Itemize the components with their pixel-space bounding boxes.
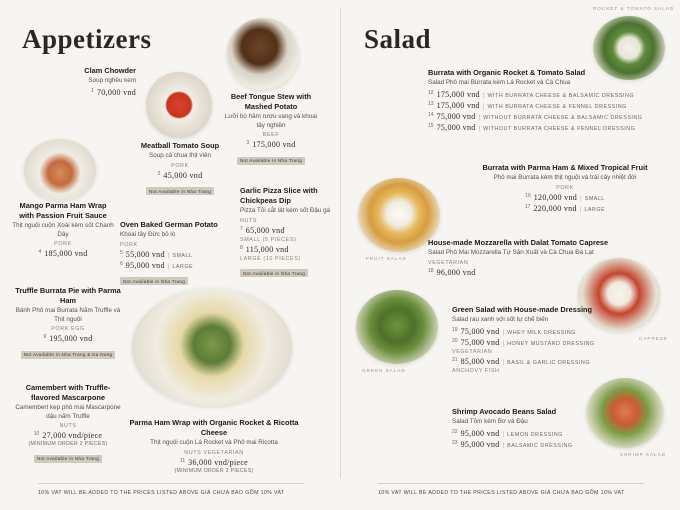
item-price-value: 185,000 vnd — [44, 249, 88, 259]
item-price-index: 11 — [179, 457, 186, 464]
item-description: Thịt nguội cuộn Lá Rocket và Phô mai Ricotta — [150, 438, 278, 446]
availability-badge: Not Available in Nha Trang — [240, 269, 308, 277]
item-price-row — [452, 327, 667, 336]
availability-badge: Not Available in Nha Trang — [34, 455, 102, 463]
item-tags: PORK EGG — [51, 326, 85, 333]
item-price-qualifier: WITHOUT BURRATA CHEESE & FENNEL DRESSING — [483, 125, 636, 132]
item-tags: PORK — [171, 162, 189, 169]
item-price-row — [120, 250, 238, 259]
price-separator: | — [502, 359, 505, 366]
item-price-value: 75,000 vnd — [460, 337, 500, 347]
item-price-index: 19 — [452, 326, 458, 333]
item-tags: PORK — [556, 184, 574, 191]
menu-item-shrimp-avocado-beans[interactable] — [452, 407, 652, 449]
item-price-index: 8 — [240, 244, 243, 251]
item-price-qualifier: LARGE — [584, 206, 606, 213]
item-price-index: 18 — [428, 267, 434, 274]
item-description: Camembert kẹp phô mai Mascarpone dậu nấm Truffle — [15, 403, 121, 420]
item-name: Parma Ham Wrap with Organic Rocket & Ricotta Cheese — [129, 418, 299, 437]
item-price-index: 17 — [524, 203, 531, 210]
item-tags: VEGETARIAN — [428, 259, 469, 266]
item-price-row — [12, 334, 124, 343]
photo-meatball-tomato-soup — [146, 72, 212, 138]
item-name: Clam Chowder — [84, 66, 136, 75]
item-price-qualifier: LARGE — [172, 263, 194, 270]
item-price-value: 45,000 vnd — [163, 170, 203, 180]
availability-badge: Not Available in Nha Trang — [237, 157, 305, 165]
item-tags: VEGETARIAN — [452, 348, 493, 355]
photo-green-salad — [356, 290, 438, 364]
item-tags: NUTS VEGETARIAN — [184, 449, 244, 456]
item-price-qualifier: HONEY MUSTARD DRESSING — [507, 340, 595, 347]
item-price-value: 55,000 vnd — [125, 249, 165, 259]
item-price-row — [428, 268, 648, 277]
item-price-qualifier: LARGE (10 PIECES) — [240, 255, 301, 262]
item-price-index: 12 — [428, 89, 434, 96]
item-name: Meatball Tomato Soup — [140, 141, 220, 150]
item-description: Salad Phô Mai Mozzarella Tự Sản Xuất và Cà Chua Đà Lạt — [428, 248, 594, 256]
photo-label-shrimp: SHRIMP SALAD — [619, 452, 666, 457]
item-price-value: 175,000 vnd — [252, 140, 296, 150]
item-price-index: 6 — [120, 260, 123, 267]
item-price-index: 9 — [43, 334, 47, 341]
item-price-index: 3 — [246, 140, 250, 147]
item-tags: PORK — [120, 241, 138, 248]
menu-item-garlic-pizza-slice[interactable] — [240, 186, 336, 280]
item-description: Pizza Tỏi cắt lát kèm sốt Đậu gà — [240, 206, 331, 214]
menu-item-oven-baked-german-potato[interactable] — [120, 220, 238, 288]
item-price-row — [460, 204, 670, 213]
item-price-row — [452, 429, 652, 438]
item-price-row — [16, 88, 136, 97]
menu-item-housemade-mozzarella-caprese[interactable] — [428, 238, 648, 277]
item-price-value: 75,000 vnd — [460, 326, 500, 336]
item-minimum-order: (MINIMUM ORDER 2 PIECES) — [28, 441, 108, 448]
item-price-value: 120,000 vnd — [533, 192, 578, 202]
item-price-index: 15 — [428, 122, 434, 129]
item-price-row — [12, 249, 114, 258]
item-name: Garlic Pizza Slice with Chickpeas Dip — [240, 186, 318, 205]
menu-item-beef-tongue-stew[interactable] — [223, 92, 319, 167]
item-name: Shrimp Avocado Beans Salad — [452, 407, 557, 416]
footer-rule-right — [378, 483, 644, 484]
item-price-row — [124, 171, 236, 180]
item-name: House-made Mozzarella with Dalat Tomato Caprese — [428, 238, 609, 247]
item-price-qualifier: BASIL & GARLIC DRESSING — [507, 359, 591, 366]
item-description: Lưỡi bò hầm rượu vang và khoai tây nghiền — [224, 112, 318, 129]
menu-item-green-salad[interactable] — [452, 305, 667, 374]
item-price-value: 96,000 vnd — [436, 267, 476, 277]
item-name: Green Salad with House-made Dressing — [452, 305, 593, 314]
menu-item-clam-chowder[interactable] — [16, 66, 136, 97]
item-tags: PORK — [54, 241, 72, 248]
price-separator: | — [482, 92, 485, 99]
item-price-row — [428, 101, 678, 110]
menu-item-parma-ham-wrap-rocket-ricotta[interactable] — [124, 418, 304, 474]
photo-label-green: GREEN SALAD — [362, 368, 406, 373]
item-description: Salad rau xanh với sốt tự chế biến — [452, 315, 549, 323]
price-separator: | — [502, 431, 505, 438]
item-price-index: 16 — [525, 192, 531, 199]
item-description: Phô mai Burrata kèm thịt nguội và trái cây nhiệt đới — [493, 173, 637, 181]
item-price-row — [12, 431, 124, 440]
item-price-qualifier: SMALL (5 PIECES) — [240, 236, 297, 243]
item-minimum-order: (MINIMUM ORDER 2 PIECES) — [174, 467, 254, 474]
item-price-value: 70,000 vnd — [97, 87, 136, 97]
item-price-row — [428, 123, 678, 132]
item-tags: BEEF — [262, 132, 280, 139]
photo-mango-parma-ham-wrap — [24, 139, 96, 201]
item-price-index: 10 — [33, 431, 40, 438]
availability-badge: Not Available in Nha Trang & Da Nang — [21, 351, 116, 359]
item-price-value: 36,000 vnd/piece — [188, 457, 249, 467]
item-price-value: 95,000 vnd — [460, 428, 500, 438]
availability-badge: Not Available in Nha Trang — [146, 187, 214, 195]
item-description: Bánh Phô mai Burrata Nấm Truffle và Thịt nguội — [15, 306, 121, 323]
item-price-qualifier: BALSAMIC DRESSING — [507, 442, 573, 449]
item-price-row — [428, 112, 678, 121]
item-price-index: 13 — [428, 100, 434, 107]
item-description: Soup cà chua thịt viên — [149, 151, 211, 159]
item-name: Beef Tongue Stew with Mashed Potato — [230, 92, 312, 111]
item-price-value: 75,000 vnd — [436, 122, 476, 132]
vat-note-left: 10% VAT WILL BE ADDED TO THE PRICES LISTED ABOVE GIÁ CHƯA BAO GỒM 10% VAT — [38, 490, 285, 496]
item-price-qualifier: WITH BURRATA CHEESE & BALSAMIC DRESSING — [487, 92, 635, 99]
item-description: Soup nghêu kem — [88, 76, 136, 84]
item-price-index: 22 — [452, 428, 458, 435]
item-price-row — [460, 193, 670, 202]
item-price-index: 4 — [38, 249, 42, 256]
menu-item-camembert-truffle-mascarpone[interactable] — [12, 383, 124, 465]
item-price-qualifier: WHEY MILK DRESSING — [507, 329, 576, 336]
photo-parma-ham-wrap — [132, 288, 292, 406]
price-separator: | — [502, 340, 505, 347]
item-price-value: 95,000 vnd — [460, 439, 500, 449]
menu-item-truffle-burrata-pie[interactable] — [12, 286, 124, 361]
item-tags-secondary: ANCHOVY FISH — [452, 367, 500, 374]
item-price-value: 65,000 vnd — [245, 225, 285, 235]
vat-note-right: 10% VAT WILL BE ADDED TO THE PRICES LISTED ABOVE GIÁ CHƯA BAO GỒM 10% VAT — [378, 490, 625, 496]
footer-rule-left — [38, 483, 304, 484]
item-price-qualifier: WITH BURRATA CHEESE & FENNEL DRESSING — [487, 103, 627, 110]
item-name: Oven Baked German Potato — [120, 220, 218, 229]
item-price-index: 7 — [240, 225, 243, 232]
item-price-row — [240, 226, 336, 235]
item-tags: NUTS — [59, 423, 77, 430]
page-title-appetizers: Appetizers — [22, 24, 152, 54]
item-description: Thịt nguội cuộn Xoài kèm sốt Chanh Dây — [12, 221, 114, 238]
item-description: Salad Tôm kèm Bơ và Đậu — [452, 417, 528, 425]
item-tags: NUTS — [240, 217, 258, 224]
item-price-value: 175,000 vnd — [436, 89, 480, 99]
item-price-row — [452, 338, 667, 347]
item-price-qualifier: SMALL — [172, 252, 193, 259]
item-price-value: 27,000 vnd/piece — [42, 431, 103, 441]
price-separator: | — [502, 329, 505, 336]
item-price-row — [124, 458, 304, 467]
item-name: Burrata with Parma Ham & Mixed Tropical Fruit — [482, 163, 648, 172]
item-price-value: 195,000 vnd — [49, 334, 93, 344]
price-separator: | — [478, 125, 481, 132]
menu-item-burrata-parma-tropical-fruit[interactable] — [460, 163, 670, 213]
item-price-value: 75,000 vnd — [436, 111, 476, 121]
item-price-row — [120, 261, 238, 270]
item-price-row — [452, 440, 652, 449]
item-price-value: 85,000 vnd — [460, 356, 500, 366]
item-price-index: 21 — [452, 356, 458, 363]
price-separator: | — [482, 103, 485, 110]
photo-beef-tongue-stew — [227, 18, 299, 90]
item-price-index: 23 — [452, 439, 458, 446]
menu-item-burrata-rocket-tomato[interactable] — [428, 68, 678, 132]
item-price-row — [240, 245, 336, 254]
item-price-index: 1 — [91, 87, 94, 94]
item-price-index: 20 — [452, 337, 458, 344]
item-price-row — [452, 357, 667, 366]
item-price-index: 5 — [120, 249, 123, 256]
menu-item-meatball-tomato-soup[interactable] — [124, 141, 236, 198]
item-name: Mango Parma Ham Wrap with Passion Fruit Sauce — [19, 201, 107, 220]
item-description: Khoai tây Đức bỏ lò — [120, 230, 176, 238]
menu-item-mango-parma-ham-wrap[interactable] — [12, 201, 114, 258]
photo-label-rocket-tomato: ROCKET & TOMATO SALAD — [593, 6, 675, 11]
price-separator: | — [167, 263, 170, 270]
item-price-value: 95,000 vnd — [125, 260, 165, 270]
item-price-value: 115,000 vnd — [245, 244, 289, 254]
item-name: Truffle Burrata Pie with Parma Ham — [15, 286, 121, 305]
item-name: Camembert with Truffle-flavored Mascarpone — [25, 383, 111, 402]
photo-label-caprese: CAPRESE — [639, 336, 668, 341]
item-description: Salad Phô mai Burrata kèm Lá Rocket và Cà Chua — [428, 78, 571, 86]
price-separator: | — [502, 442, 505, 449]
photo-label-fruit: FRUIT SALAD — [366, 256, 407, 261]
item-name: Burrata with Organic Rocket & Tomato Salad — [428, 68, 586, 77]
item-price-qualifier: SMALL — [584, 195, 605, 202]
item-price-row — [223, 140, 319, 149]
item-price-qualifier: WITHOUT BURRATA CHEESE & BALSAMIC DRESSING — [483, 114, 643, 121]
price-separator: | — [478, 114, 481, 121]
price-separator: | — [579, 206, 582, 213]
salad-column — [340, 0, 680, 510]
item-price-value: 220,000 vnd — [533, 203, 577, 213]
item-price-index: 2 — [157, 170, 161, 177]
page-title-salad: Salad — [364, 24, 432, 54]
availability-badge: Not Available in Nha Trang — [120, 277, 188, 285]
price-separator: | — [580, 195, 582, 202]
item-price-index: 14 — [428, 111, 434, 118]
price-separator: | — [167, 252, 170, 259]
item-price-value: 175,000 vnd — [436, 100, 480, 110]
item-price-row — [428, 90, 678, 99]
item-price-qualifier: LEMON DRESSING — [507, 431, 563, 438]
